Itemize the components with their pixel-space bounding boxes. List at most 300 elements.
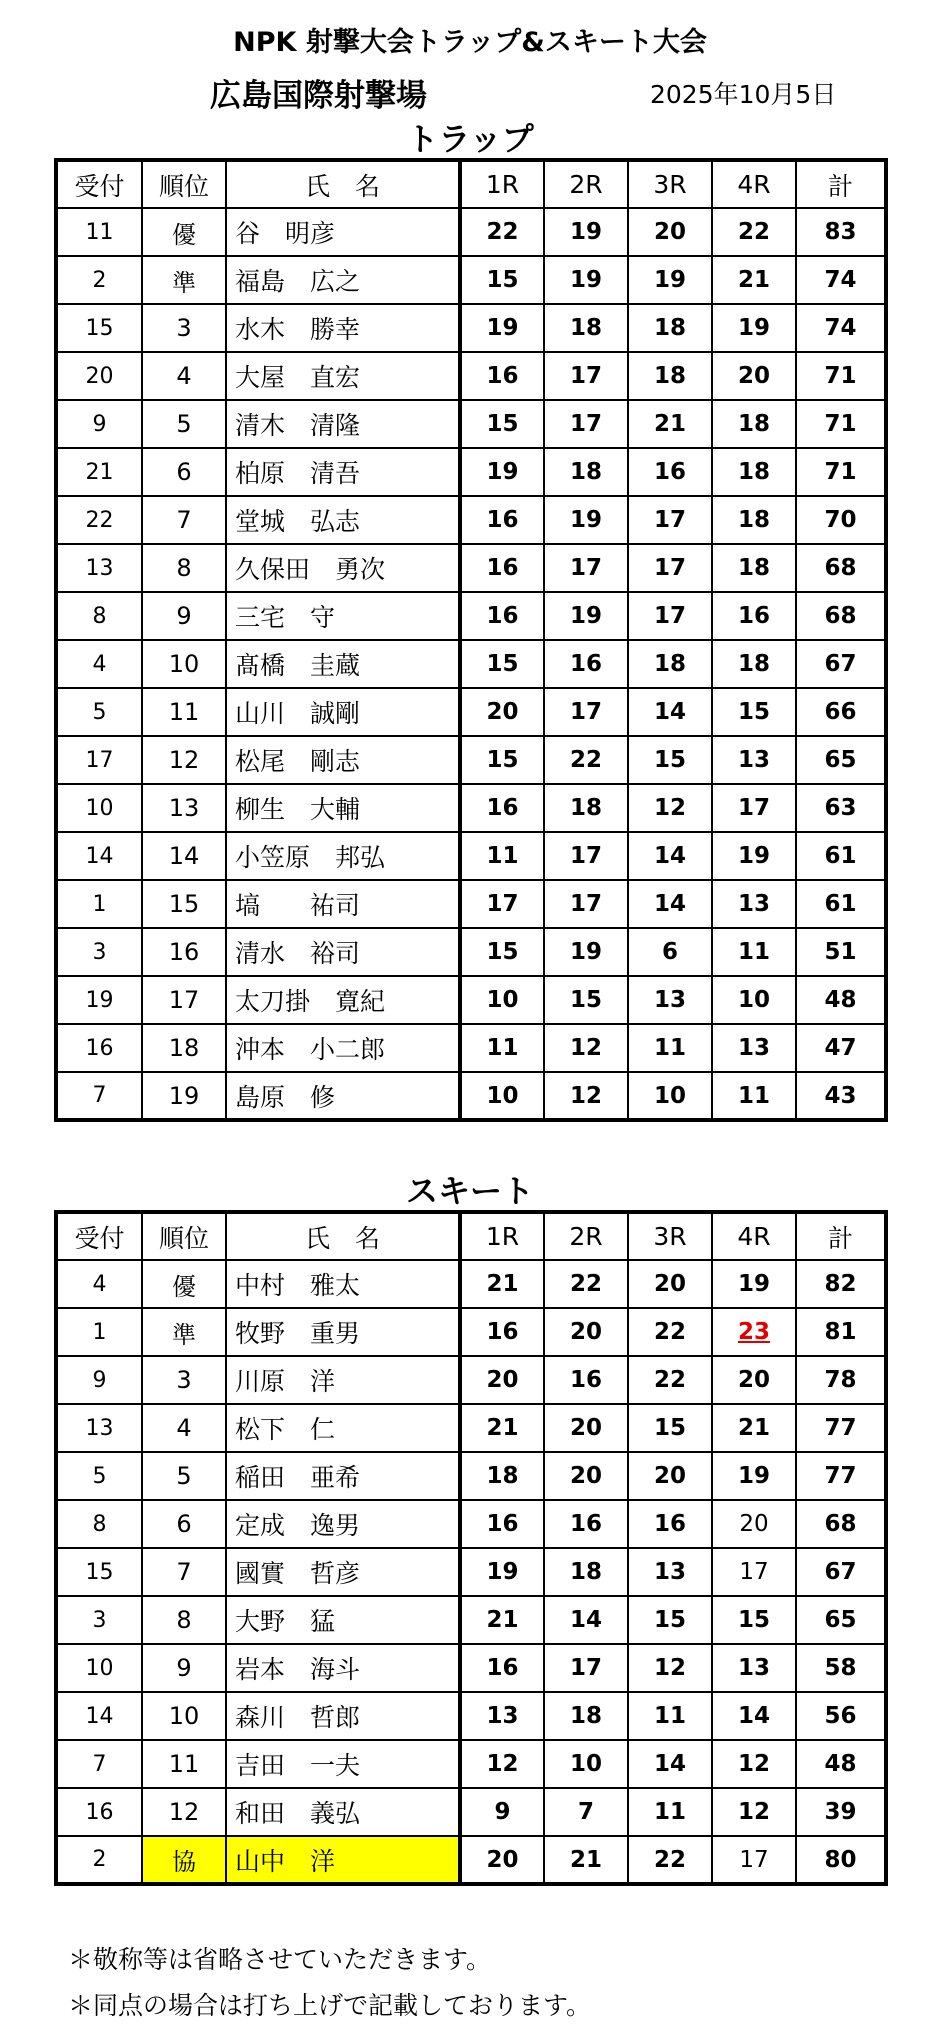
total-score: 67 <box>796 1548 886 1596</box>
shooter-name: 山中 洋 <box>226 1836 460 1884</box>
total-score: 58 <box>796 1644 886 1692</box>
round1-score: 16 <box>460 592 544 640</box>
table-row <box>56 544 886 592</box>
round1-score: 15 <box>460 256 544 304</box>
round3-score: 15 <box>628 1404 712 1452</box>
col-header: 氏 名 <box>226 1212 460 1260</box>
col-header: 4R <box>712 1212 796 1260</box>
round2-score: 17 <box>544 400 628 448</box>
total-score: 48 <box>796 976 886 1024</box>
entry-number: 2 <box>56 1836 142 1884</box>
round1-score: 19 <box>460 1548 544 1596</box>
rank: 9 <box>142 592 226 640</box>
col-header: 受付 <box>56 1212 142 1260</box>
col-header: 1R <box>460 160 544 208</box>
round2-score: 7 <box>544 1788 628 1836</box>
rank: 準 <box>142 256 226 304</box>
round4-score: 18 <box>712 496 796 544</box>
rank: 6 <box>142 1500 226 1548</box>
round1-score: 16 <box>460 784 544 832</box>
shooter-name: 清木 清隆 <box>226 400 460 448</box>
round2-score: 12 <box>544 1024 628 1072</box>
round4-score: 14 <box>712 1692 796 1740</box>
entry-number: 14 <box>56 832 142 880</box>
table-row <box>56 1452 886 1500</box>
round1-score: 16 <box>460 496 544 544</box>
rank: 12 <box>142 1788 226 1836</box>
shooter-name: 國實 哲彦 <box>226 1548 460 1596</box>
round1-score: 17 <box>460 880 544 928</box>
round2-score: 21 <box>544 1836 628 1884</box>
round2-score: 17 <box>544 1644 628 1692</box>
table-row <box>56 880 886 928</box>
round2-score: 22 <box>544 736 628 784</box>
total-score: 51 <box>796 928 886 976</box>
table-row <box>56 832 886 880</box>
round3-score: 20 <box>628 1452 712 1500</box>
rank: 3 <box>142 304 226 352</box>
table-row <box>56 784 886 832</box>
rank: 15 <box>142 880 226 928</box>
round1-score: 19 <box>460 304 544 352</box>
table-row <box>56 352 886 400</box>
total-score: 48 <box>796 1740 886 1788</box>
table-row <box>56 1500 886 1548</box>
table-header-row <box>56 1212 886 1260</box>
table-row <box>56 1644 886 1692</box>
round4-score: 20 <box>712 1500 796 1548</box>
shooter-name: 森川 哲郎 <box>226 1692 460 1740</box>
round2-score: 19 <box>544 256 628 304</box>
round1-score: 16 <box>460 352 544 400</box>
entry-number: 14 <box>56 1692 142 1740</box>
shooter-name: 牧野 重男 <box>226 1308 460 1356</box>
rank: 優 <box>142 208 226 256</box>
round3-score: 14 <box>628 880 712 928</box>
table-row <box>56 1548 886 1596</box>
entry-number: 11 <box>56 208 142 256</box>
event-date: 2025年10月5日 <box>650 80 837 109</box>
round2-score: 15 <box>544 976 628 1024</box>
total-score: 66 <box>796 688 886 736</box>
total-score: 65 <box>796 736 886 784</box>
total-score: 78 <box>796 1356 886 1404</box>
entry-number: 1 <box>56 1308 142 1356</box>
table-row <box>56 256 886 304</box>
shooter-name: 小笠原 邦弘 <box>226 832 460 880</box>
table-row <box>56 1356 886 1404</box>
round3-score: 14 <box>628 688 712 736</box>
table-row <box>56 448 886 496</box>
round3-score: 22 <box>628 1836 712 1884</box>
shooter-name: 定成 逸男 <box>226 1500 460 1548</box>
round1-score: 11 <box>460 1024 544 1072</box>
venue-title: 広島国際射撃場 <box>210 78 427 114</box>
total-score: 61 <box>796 832 886 880</box>
round4-score: 13 <box>712 736 796 784</box>
round3-score: 18 <box>628 304 712 352</box>
round2-score: 20 <box>544 1452 628 1500</box>
rank: 11 <box>142 688 226 736</box>
table-row <box>56 976 886 1024</box>
entry-number: 9 <box>56 1356 142 1404</box>
total-score: 67 <box>796 640 886 688</box>
round1-score: 20 <box>460 1836 544 1884</box>
shooter-name: 清水 裕司 <box>226 928 460 976</box>
entry-number: 4 <box>56 640 142 688</box>
round1-score: 16 <box>460 544 544 592</box>
table-row <box>56 1024 886 1072</box>
round4-score: 12 <box>712 1740 796 1788</box>
round2-score: 19 <box>544 928 628 976</box>
entry-number: 9 <box>56 400 142 448</box>
total-score: 71 <box>796 400 886 448</box>
col-header: 3R <box>628 1212 712 1260</box>
total-score: 39 <box>796 1788 886 1836</box>
round3-score: 11 <box>628 1024 712 1072</box>
col-header: 2R <box>544 160 628 208</box>
round1-score: 19 <box>460 448 544 496</box>
round4-score: 19 <box>712 1260 796 1308</box>
round4-score: 21 <box>712 1404 796 1452</box>
round3-score: 14 <box>628 832 712 880</box>
round2-score: 17 <box>544 688 628 736</box>
table-row <box>56 1836 886 1884</box>
rank: 協 <box>142 1836 226 1884</box>
rank: 3 <box>142 1356 226 1404</box>
entry-number: 7 <box>56 1740 142 1788</box>
rank: 準 <box>142 1308 226 1356</box>
entry-number: 3 <box>56 1596 142 1644</box>
round3-score: 16 <box>628 1500 712 1548</box>
round4-score: 18 <box>712 640 796 688</box>
note-honorifics: ＊敬称等は省略させていただきます。 <box>68 1945 492 1974</box>
trap-section-title: トラップ <box>406 120 534 158</box>
round4-score: 11 <box>712 1072 796 1120</box>
table-row <box>56 1788 886 1836</box>
rank: 12 <box>142 736 226 784</box>
rank: 優 <box>142 1260 226 1308</box>
round4-score: 16 <box>712 592 796 640</box>
shooter-name: 柳生 大輔 <box>226 784 460 832</box>
table-row <box>56 688 886 736</box>
round4-score: 13 <box>712 880 796 928</box>
round2-score: 18 <box>544 1692 628 1740</box>
rank: 7 <box>142 1548 226 1596</box>
round1-score: 15 <box>460 736 544 784</box>
round1-score: 16 <box>460 1644 544 1692</box>
round4-score: 17 <box>712 1836 796 1884</box>
total-score: 56 <box>796 1692 886 1740</box>
entry-number: 13 <box>56 544 142 592</box>
round3-score: 12 <box>628 784 712 832</box>
shooter-name: 大屋 直宏 <box>226 352 460 400</box>
shooter-name: 太刀掛 寛紀 <box>226 976 460 1024</box>
col-header: 順位 <box>142 160 226 208</box>
shooter-name: 柏原 清吾 <box>226 448 460 496</box>
entry-number: 5 <box>56 1452 142 1500</box>
total-score: 68 <box>796 544 886 592</box>
total-score: 71 <box>796 352 886 400</box>
round3-score: 17 <box>628 496 712 544</box>
round3-score: 14 <box>628 1740 712 1788</box>
round1-score: 20 <box>460 688 544 736</box>
table-row <box>56 400 886 448</box>
table-row <box>56 736 886 784</box>
round2-score: 19 <box>544 496 628 544</box>
rank: 11 <box>142 1740 226 1788</box>
rank: 10 <box>142 1692 226 1740</box>
shooter-name: 稲田 亜希 <box>226 1452 460 1500</box>
shooter-name: 三宅 守 <box>226 592 460 640</box>
rank: 9 <box>142 1644 226 1692</box>
table-row <box>56 208 886 256</box>
round3-score: 16 <box>628 448 712 496</box>
total-score: 68 <box>796 592 886 640</box>
rank: 19 <box>142 1072 226 1120</box>
shooter-name: 島原 修 <box>226 1072 460 1120</box>
entry-number: 5 <box>56 688 142 736</box>
entry-number: 8 <box>56 1500 142 1548</box>
rank: 17 <box>142 976 226 1024</box>
shooter-name: 松下 仁 <box>226 1404 460 1452</box>
shooter-name: 山川 誠剛 <box>226 688 460 736</box>
round1-score: 21 <box>460 1596 544 1644</box>
total-score: 70 <box>796 496 886 544</box>
rank: 4 <box>142 352 226 400</box>
table-row <box>56 928 886 976</box>
round4-score: 15 <box>712 1596 796 1644</box>
shooter-name: 大野 猛 <box>226 1596 460 1644</box>
table-row <box>56 592 886 640</box>
entry-number: 15 <box>56 1548 142 1596</box>
round2-score: 10 <box>544 1740 628 1788</box>
total-score: 43 <box>796 1072 886 1120</box>
col-header: 計 <box>796 160 886 208</box>
round3-score: 22 <box>628 1308 712 1356</box>
rank: 16 <box>142 928 226 976</box>
round1-score: 15 <box>460 928 544 976</box>
table-row <box>56 640 886 688</box>
round3-score: 6 <box>628 928 712 976</box>
table-row <box>56 496 886 544</box>
entry-number: 2 <box>56 256 142 304</box>
round4-score: 17 <box>712 1548 796 1596</box>
round1-score: 9 <box>460 1788 544 1836</box>
round1-score: 21 <box>460 1260 544 1308</box>
rank: 10 <box>142 640 226 688</box>
shooter-name: 谷 明彦 <box>226 208 460 256</box>
skeet-results-table <box>54 1210 888 1886</box>
round2-score: 17 <box>544 880 628 928</box>
total-score: 80 <box>796 1836 886 1884</box>
total-score: 83 <box>796 208 886 256</box>
round2-score: 12 <box>544 1072 628 1120</box>
total-score: 68 <box>796 1500 886 1548</box>
shooter-name: 川原 洋 <box>226 1356 460 1404</box>
rank: 6 <box>142 448 226 496</box>
shooter-name: 沖本 小二郎 <box>226 1024 460 1072</box>
trap-results-table <box>54 158 888 1122</box>
entry-number: 16 <box>56 1788 142 1836</box>
round2-score: 20 <box>544 1404 628 1452</box>
entry-number: 10 <box>56 1644 142 1692</box>
table-row <box>56 1692 886 1740</box>
round2-score: 17 <box>544 544 628 592</box>
round1-score: 18 <box>460 1452 544 1500</box>
shooter-name: 福島 広之 <box>226 256 460 304</box>
round1-score: 11 <box>460 832 544 880</box>
round2-score: 16 <box>544 1356 628 1404</box>
round3-score: 21 <box>628 400 712 448</box>
rank: 4 <box>142 1404 226 1452</box>
round4-score: 19 <box>712 1452 796 1500</box>
table-row <box>56 1404 886 1452</box>
round3-score: 11 <box>628 1692 712 1740</box>
round3-score: 15 <box>628 736 712 784</box>
round3-score: 22 <box>628 1356 712 1404</box>
round2-score: 17 <box>544 352 628 400</box>
round1-score: 15 <box>460 400 544 448</box>
entry-number: 1 <box>56 880 142 928</box>
table-row <box>56 1260 886 1308</box>
round4-score: 17 <box>712 784 796 832</box>
entry-number: 22 <box>56 496 142 544</box>
round4-score: 18 <box>712 448 796 496</box>
round4-score: 13 <box>712 1024 796 1072</box>
round4-score: 12 <box>712 1788 796 1836</box>
col-header: 1R <box>460 1212 544 1260</box>
entry-number: 3 <box>56 928 142 976</box>
shooter-name: 松尾 剛志 <box>226 736 460 784</box>
round1-score: 22 <box>460 208 544 256</box>
round3-score: 20 <box>628 1260 712 1308</box>
round2-score: 19 <box>544 592 628 640</box>
marked-score: 23 <box>737 1319 770 1345</box>
total-score: 47 <box>796 1024 886 1072</box>
total-score: 71 <box>796 448 886 496</box>
entry-number: 16 <box>56 1024 142 1072</box>
table-row <box>56 1072 886 1120</box>
shooter-name: 中村 雅太 <box>226 1260 460 1308</box>
round1-score: 21 <box>460 1404 544 1452</box>
round3-score: 11 <box>628 1788 712 1836</box>
round1-score: 16 <box>460 1500 544 1548</box>
round4-score: 15 <box>712 688 796 736</box>
rank: 7 <box>142 496 226 544</box>
skeet-section-title: スキート <box>405 1172 534 1210</box>
round4-score: 20 <box>712 1356 796 1404</box>
round3-score: 13 <box>628 976 712 1024</box>
round1-score: 10 <box>460 1072 544 1120</box>
col-header: 2R <box>544 1212 628 1260</box>
round3-score: 15 <box>628 1596 712 1644</box>
round2-score: 16 <box>544 1500 628 1548</box>
entry-number: 4 <box>56 1260 142 1308</box>
table-header-row <box>56 160 886 208</box>
entry-number: 10 <box>56 784 142 832</box>
round4-score: 19 <box>712 832 796 880</box>
round4-score: 19 <box>712 304 796 352</box>
round4-score: 20 <box>712 352 796 400</box>
total-score: 63 <box>796 784 886 832</box>
table-row <box>56 1596 886 1644</box>
round2-score: 18 <box>544 784 628 832</box>
entry-number: 20 <box>56 352 142 400</box>
entry-number: 17 <box>56 736 142 784</box>
entry-number: 13 <box>56 1404 142 1452</box>
round1-score: 15 <box>460 640 544 688</box>
total-score: 77 <box>796 1452 886 1500</box>
round4-score: 22 <box>712 208 796 256</box>
rank: 13 <box>142 784 226 832</box>
total-score: 61 <box>796 880 886 928</box>
col-header: 計 <box>796 1212 886 1260</box>
round1-score: 13 <box>460 1692 544 1740</box>
round4-score: 13 <box>712 1644 796 1692</box>
shooter-name: 塙 祐司 <box>226 880 460 928</box>
round1-score: 10 <box>460 976 544 1024</box>
round3-score: 12 <box>628 1644 712 1692</box>
round2-score: 14 <box>544 1596 628 1644</box>
col-header: 氏 名 <box>226 160 460 208</box>
round3-score: 17 <box>628 592 712 640</box>
round3-score: 19 <box>628 256 712 304</box>
rank: 5 <box>142 400 226 448</box>
shooter-name: 岩本 海斗 <box>226 1644 460 1692</box>
rank: 18 <box>142 1024 226 1072</box>
entry-number: 8 <box>56 592 142 640</box>
rank: 14 <box>142 832 226 880</box>
shooter-name: 堂城 弘志 <box>226 496 460 544</box>
total-score: 74 <box>796 304 886 352</box>
event-title: NPK 射撃大会トラップ&スキート大会 <box>233 27 707 58</box>
total-score: 81 <box>796 1308 886 1356</box>
round2-score: 18 <box>544 1548 628 1596</box>
table-row <box>56 1740 886 1788</box>
round2-score: 20 <box>544 1308 628 1356</box>
round4-score: 18 <box>712 400 796 448</box>
round2-score: 18 <box>544 448 628 496</box>
round2-score: 18 <box>544 304 628 352</box>
round3-score: 18 <box>628 352 712 400</box>
total-score: 65 <box>796 1596 886 1644</box>
round2-score: 16 <box>544 640 628 688</box>
round3-score: 18 <box>628 640 712 688</box>
col-header: 4R <box>712 160 796 208</box>
round1-score: 20 <box>460 1356 544 1404</box>
total-score: 74 <box>796 256 886 304</box>
col-header: 受付 <box>56 160 142 208</box>
round1-score: 16 <box>460 1308 544 1356</box>
table-row <box>56 1308 886 1356</box>
round4-score <box>712 1308 796 1356</box>
note-tiebreak: ＊同点の場合は打ち上げで記載しております。 <box>68 1991 592 2020</box>
col-header: 3R <box>628 160 712 208</box>
round2-score: 22 <box>544 1260 628 1308</box>
round4-score: 18 <box>712 544 796 592</box>
round4-score: 21 <box>712 256 796 304</box>
table-row <box>56 304 886 352</box>
round4-score: 11 <box>712 928 796 976</box>
rank: 8 <box>142 544 226 592</box>
round3-score: 13 <box>628 1548 712 1596</box>
shooter-name: 吉田 一夫 <box>226 1740 460 1788</box>
col-header: 順位 <box>142 1212 226 1260</box>
shooter-name: 和田 義弘 <box>226 1788 460 1836</box>
shooter-name: 髙橋 圭蔵 <box>226 640 460 688</box>
round1-score: 12 <box>460 1740 544 1788</box>
